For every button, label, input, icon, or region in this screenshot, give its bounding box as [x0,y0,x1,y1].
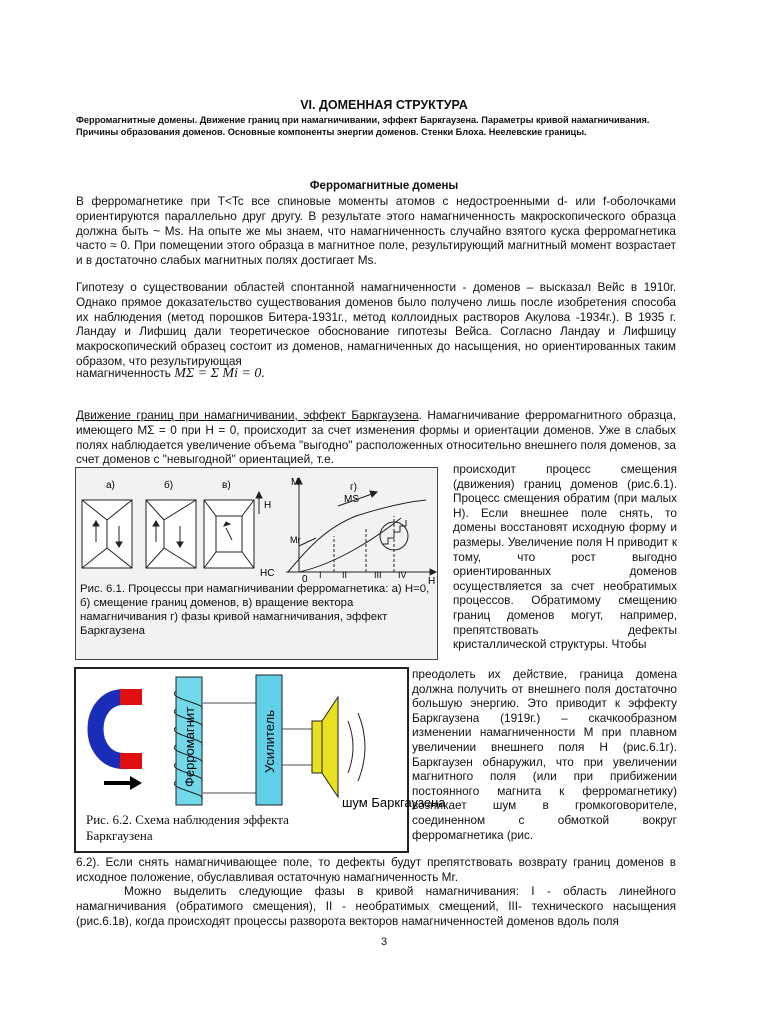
noise-label: шум Баркгаузена [342,795,446,810]
speaker-cone [322,697,338,797]
paragraph-3-text: . Намагничивание ферромагнитного образца, имеющего MΣ = 0 при H = 0, происходит за счет изменения формы и ориентации доменов. Уже в слабых полях наблюдается увеличение объема "выгодно" расположенных относительно внешнего поля доменов, за счет доменов с "невыгодной" ориентацией, т.е. [76,408,676,467]
motion-arrow [104,776,142,790]
domain-box-a [82,500,132,568]
graph-axes [286,478,436,575]
paragraph-3 [76,408,676,467]
axis-m-label: M [291,477,300,488]
initial-curve [299,518,401,572]
fig1-label-b: б) [164,480,174,491]
magnet-south-tip [120,753,142,769]
figure-6-1-caption: Рис. 6.1. Процессы при намагничивании ферромагнетика: а) H=0, б) смещение границ доменов, в) вращение вектора намагничивания г) фазы кривой намагничивания, эффект Баркгаузена [80,583,430,637]
phase-4: IV [398,570,407,580]
ferromagnet-label: Ферромагнит [182,706,197,787]
formula-prefix: намагниченность [76,366,171,380]
phase-3: III [374,570,382,580]
paragraph-4: 6.2). Если снять намагничивающее поле, то дефекты будут препятствовать возврату границ доменов в исходное положение, обуславливая остаточную намагниченность Mr. [76,855,676,884]
sound-waves [348,713,365,781]
domain-box-b [146,500,196,568]
ms-label: MS [344,494,359,505]
phase-2: II [342,570,348,580]
phase-1: I [319,570,322,580]
mr-label: Mr [290,535,301,545]
amplifier-label: Усилитель [262,710,277,773]
h-arrow-label: H [264,500,272,511]
magnet-body [96,697,125,761]
fig1-label-a: а) [106,480,115,491]
formula-line [76,366,676,382]
paragraph-5: Можно выделить следующие фазы в кривой намагничивания: I - область линейного намагничивания (обратимого смещения), II - необратимых смещений, III- технического насыщения (рис.6.1в), когда происходят процессы разворота векторов намагниченностей доменов вдоль поля [76,884,676,928]
figure-6-2-caption: Рис. 6.2. Схема наблюдения эффекта Баркгаузена [86,812,289,843]
axis-h-label: H [428,576,436,587]
magnet-north-tip [120,689,142,705]
fig1-label-d: г) [350,482,357,493]
h-arrow [256,492,262,514]
section-title: Ферромагнитные домены [309,180,459,192]
section-heading-barkhausen: Движение границ при намагничивании, эффект Баркгаузена [76,408,419,422]
formula: MΣ = Σ Mi = 0. [174,366,265,381]
hc-label: HC [260,568,275,579]
fig1-label-c: в) [222,480,231,491]
paragraph-1: В ферромагнетике при T<Tc все спиновые моменты атомов с недостроенными d- или f-оболочками ориентируются параллельно друг другу. В результате этого намагниченность макроскопического образца должна быть ~ Ms. На опыте же мы знаем, что намагниченность случайно взятого куска ферромагнетика часто ≈ 0. При помещении этого образца в магнитное поле, результирующий магнитный момент возрастает и в достаточно слабых магнитных полях достигает Ms. [76,194,676,268]
zero-label: 0 [302,574,308,585]
speaker-base [312,721,322,773]
right-column-text: происходит процесс смещения (движения) границ доменов (рис.6.1). Процесс смещения обратим (при малых H). Если внешнее поле снять, то домены восстановят исходную форму и размеры. Увеличение поля H приводит к тому, что рост выгодно ориентированных доменов осуществляется за счет необратимых процессов. Обратимому смещению границ доменов могут, например, препятствовать дефекты кристаллической структуры. Чтобы [453,462,677,652]
page-title: VI. ДОМЕННАЯ СТРУКТУРА [300,98,468,112]
chapter-subtitle: Ферромагнитные домены. Движение границ при намагничивании, эффект Баркгаузена. Параметры кривой намагничивания. Причины образования доменов. Основные компоненты энергии доменов. Стенки Блоха. Неелевские границы. [76,115,650,137]
hysteresis-upper [288,500,426,572]
page-number: 3 [380,936,388,948]
wide-column-text: преодолеть их действие, граница домена должна получить от внешнего поля достаточно большую энергию. Это приводит к эффекту Баркгаузена (1919г.) – скачкообразном изменении намагниченности M при плавном увеличении внешнего поля H (рис.6.1г). Баркгаузен обнаружил, что при увеличении магнитного поля (или при прибижении постоянного магнита к ферромагнетику) возникает шум в громкоговорителе, соединенном с обмоткой вокруг ферромагнетика (рис. [412,667,677,842]
mr-segment [299,538,316,546]
paragraph-2: Гипотезу о существовании областей спонтанной намагниченности - доменов – высказал Вейс в 1910г. Однако прямое доказательство существования доменов было получено лишь после изобретения способа их наблюдения (метод порошков Битера-1931г., метод коллоидных растворов Акулова -1934г.). В 1935 г. Ландау и Лифшиц дали теоретическое обоснование гипотезы Вейса. Согласно Ландау и Лифшицу макроскопический образец состоит из доменов, намагниченных до насыщения, но ориентированных таким образом, что результирующая [76,280,676,368]
